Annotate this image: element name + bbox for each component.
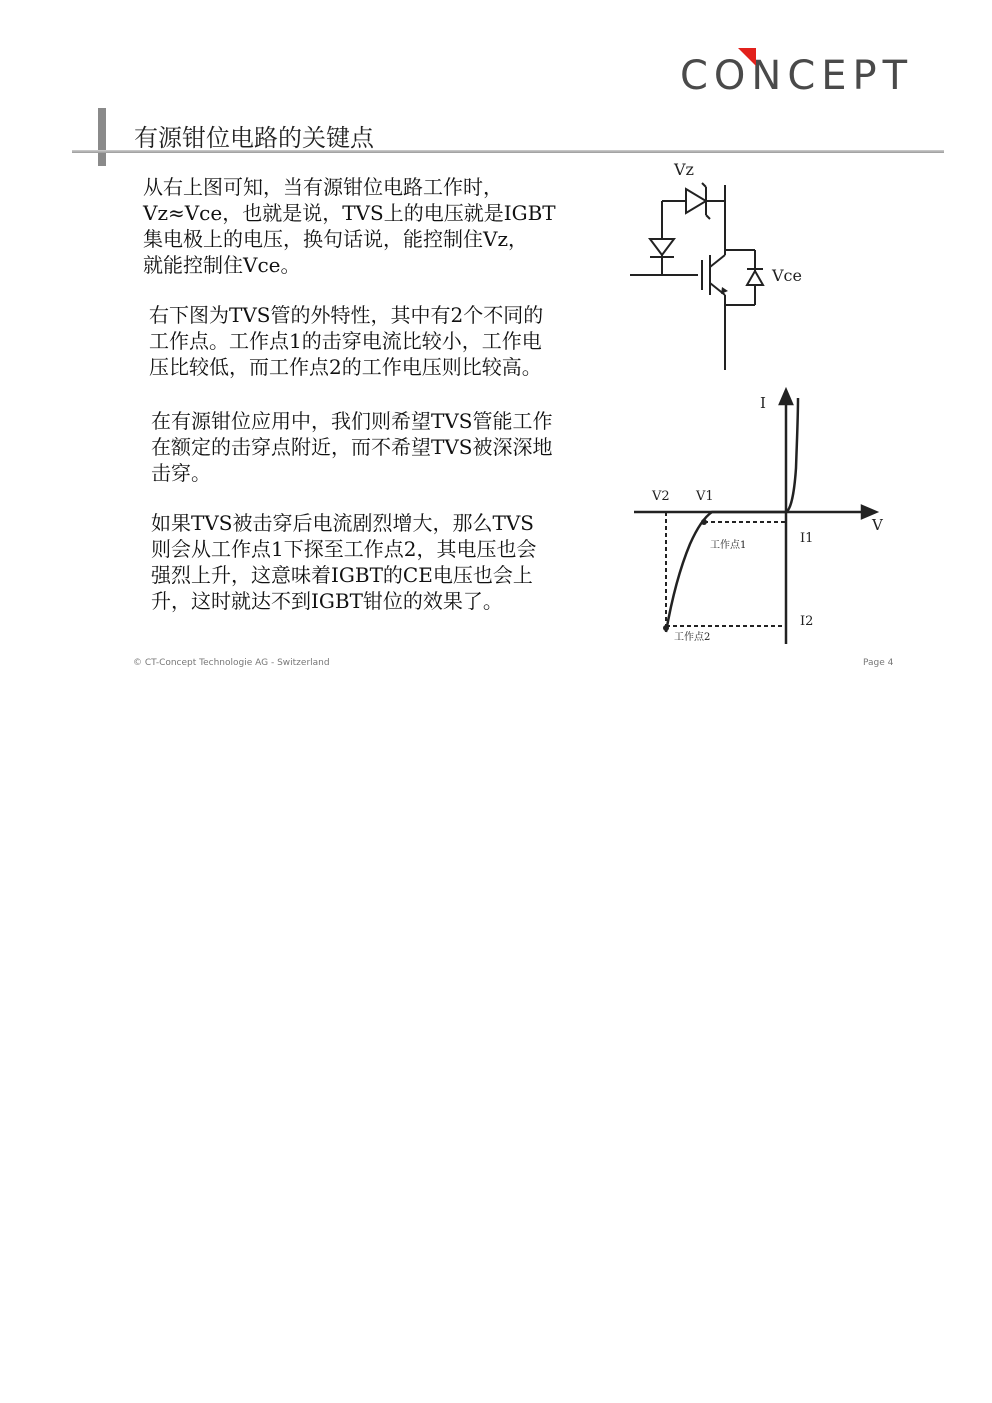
logo-accent-icon xyxy=(738,48,756,66)
i1-label: I1 xyxy=(800,531,814,546)
freewheel-diode-icon xyxy=(747,269,763,285)
tvs-diode-icon xyxy=(686,183,710,219)
footer-page-number: Page 4 xyxy=(863,658,894,668)
axis-v-label: V xyxy=(872,516,883,534)
p4-line-3: 强烈上升，这意味着IGBT的CE电压也会上 xyxy=(151,563,533,587)
v1-label: V1 xyxy=(696,489,714,504)
page-title: 有源钳位电路的关键点 xyxy=(134,124,374,152)
p1-line-1: 从右上图可知，当有源钳位电路工作时， xyxy=(143,175,503,199)
i2-label: I2 xyxy=(800,614,814,629)
p2-line-3: 压比较低，而工作点2的工作电压则比较高。 xyxy=(149,355,542,379)
axis-i-arrow-icon xyxy=(780,390,792,404)
concept-logo: CONCEPT xyxy=(680,53,914,99)
igbt-emitter-arrow-icon xyxy=(721,287,728,294)
gate-diode-icon xyxy=(650,239,674,257)
p2-line-2: 工作点。工作点1的击穿电流比较小，工作电 xyxy=(149,329,542,353)
p4-line-2: 则会从工作点1下探至工作点2，其电压也会 xyxy=(151,537,537,561)
p2-line-1: 右下图为TVS管的外特性，其中有2个不同的 xyxy=(149,303,544,327)
point-1-marker xyxy=(701,519,707,525)
paragraph-4 xyxy=(151,510,591,614)
igbt-collector-leg xyxy=(710,255,725,267)
breakdown-curve xyxy=(666,512,786,632)
forward-curve xyxy=(786,398,798,512)
label-vce: Vce xyxy=(772,266,802,285)
p3-line-3: 击穿。 xyxy=(151,461,211,485)
tvs-iv-curve-diagram xyxy=(630,388,900,650)
label-vz: Vz xyxy=(674,160,694,179)
p1-line-3: 集电极上的电压，换句话说，能控制住Vz， xyxy=(143,227,528,251)
paragraph-3 xyxy=(151,408,591,486)
title-accent-bar xyxy=(98,108,106,166)
p1-line-2: Vz≈Vce，也就是说，TVS上的电压就是IGBT xyxy=(143,201,556,225)
point-1-label: 工作点1 xyxy=(710,540,747,551)
v2-label: V2 xyxy=(652,489,670,504)
footer-copyright: © CT-Concept Technologie AG - Switzerland xyxy=(133,658,330,668)
p3-line-2: 在额定的击穿点附近，而不希望TVS被深深地 xyxy=(151,435,553,459)
paragraph-2 xyxy=(149,302,589,380)
point-2-label: 工作点2 xyxy=(674,632,711,643)
p4-line-1: 如果TVS被击穿后电流剧烈增大，那么TVS xyxy=(151,511,534,535)
active-clamp-circuit-diagram xyxy=(620,155,820,375)
paragraph-1 xyxy=(143,174,583,278)
p4-line-4: 升，这时就达不到IGBT钳位的效果了。 xyxy=(151,589,503,613)
p3-line-1: 在有源钳位应用中，我们则希望TVS管能工作 xyxy=(151,409,553,433)
point-2-marker xyxy=(663,625,669,631)
axis-i-label: I xyxy=(760,394,766,412)
p1-line-4: 就能控制住Vce。 xyxy=(143,253,301,277)
